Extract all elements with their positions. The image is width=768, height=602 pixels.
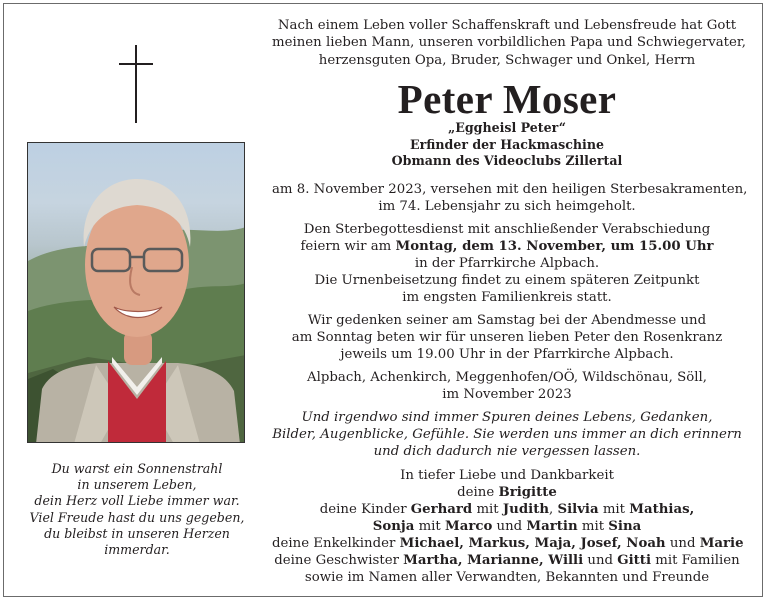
children-line: Sonja mit Marco und Martin mit Sina	[372, 519, 642, 534]
rosary-line: jeweils um 19.00 Uhr in der Pfarrkirche Alpbach.	[340, 347, 674, 362]
memorial-poem	[27, 461, 247, 558]
rosary-info	[272, 312, 742, 363]
nickname-and-titles	[272, 120, 742, 170]
poem-line: immerdar.	[104, 542, 170, 558]
service-line: im engsten Familienkreis statt.	[402, 290, 612, 305]
death-line: im 74. Lebensjahr zu sich heimgeholt.	[378, 199, 636, 214]
children-line: deine Kinder Gerhard mit Judith, Silvia mit Mathias,	[319, 502, 695, 517]
relatives-line: sowie im Namen aller Verwandten, Bekannten und Freunde	[304, 570, 710, 585]
nickname: „Eggheisl Peter“	[448, 120, 566, 135]
verse-line: Bilder, Augenblicke, Gefühle. Sie werden uns immer an dich erinnern	[272, 427, 742, 442]
intro-text	[272, 17, 746, 69]
portrait-photo	[27, 142, 245, 443]
poem-line: Viel Freude hast du uns gegeben,	[29, 509, 245, 525]
family-signatures	[272, 467, 742, 586]
places-and-date	[272, 369, 742, 403]
poem-line: in unserem Leben,	[77, 477, 197, 493]
places-line: Alpbach, Achenkirch, Meggenhofen/OÖ, Wildschönau, Söll,	[307, 370, 707, 385]
verse-line: Und irgendwo sind immer Spuren deines Lebens, Gedanken,	[301, 410, 713, 425]
memorial-verse	[272, 409, 742, 460]
funeral-service-info	[272, 221, 742, 306]
grandchildren-line: deine Enkelkinder Michael, Markus, Maja, Josef, Noah und Marie	[272, 536, 744, 551]
cross-icon	[119, 45, 153, 123]
verse-line: und dich dadurch nie vergessen lassen.	[373, 444, 641, 459]
intro-line: herzensguten Opa, Bruder, Schwager und Onkel, Herrn	[318, 52, 696, 68]
siblings-line: deine Geschwister Martha, Marianne, Willi und Gitti mit Familien	[274, 553, 740, 568]
title-line: Erfinder der Hackmaschine	[409, 136, 605, 152]
service-line: Die Urnenbeisetzung findet zu einem späteren Zeitpunkt	[314, 273, 700, 288]
title-line: Obmann des Videoclubs Zillertal	[391, 153, 623, 169]
death-line: am 8. November 2023, versehen mit den heiligen Sterbesakramenten,	[272, 182, 748, 197]
wife-line: deine Brigitte	[457, 485, 557, 500]
service-line: feiern wir am Montag, dem 13. November, um 15.00 Uhr	[300, 239, 714, 254]
date-line: im November 2023	[442, 387, 572, 402]
poem-line: dein Herz voll Liebe immer war.	[34, 493, 240, 509]
poem-line: Du warst ein Sonnenstrahl	[51, 461, 223, 476]
intro-line: Nach einem Leben voller Schaffenskraft und Lebensfreude hat Gott	[277, 18, 737, 33]
service-line: Den Sterbegottesdienst mit anschließender Verabschiedung	[303, 222, 711, 237]
poem-line: du bleibst in unseren Herzen	[44, 525, 230, 541]
death-notice	[272, 181, 748, 215]
closing-line: In tiefer Liebe und Dankbarkeit	[400, 468, 614, 483]
intro-line: meinen lieben Mann, unseren vorbildlichen Papa und Schwiegervater,	[272, 35, 746, 51]
rosary-line: am Sonntag beten wir für unseren lieben Peter den Rosenkranz	[291, 330, 723, 345]
service-date: Montag, dem 13. November, um 15.00 Uhr	[395, 239, 714, 254]
service-line: in der Pfarrkirche Alpbach.	[414, 256, 600, 271]
deceased-name: Peter Moser	[397, 76, 617, 122]
rosary-line: Wir gedenken seiner am Samstag bei der Abendmesse und	[307, 313, 707, 328]
